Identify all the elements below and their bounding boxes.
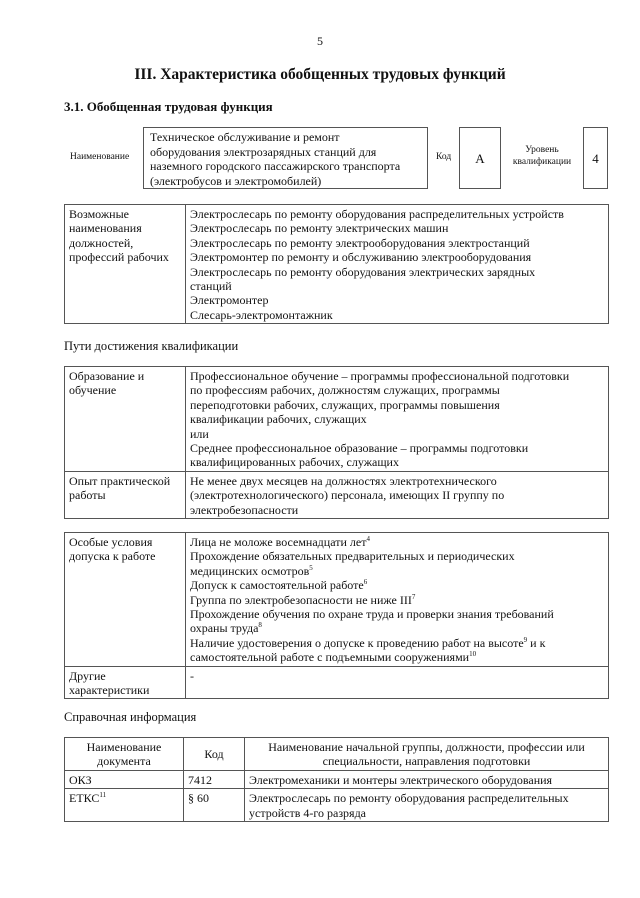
section-title: III. Характеристика обобщенных трудовых функций: [134, 66, 506, 83]
footnote-ref: 5: [309, 563, 313, 572]
ref-doc: [65, 789, 184, 822]
name-line: Электрослесарь по ремонту оборудования распределительных: [249, 791, 569, 806]
label-line: Опыт практической: [69, 473, 171, 488]
condition-line: [190, 593, 604, 607]
function-name-line: наземного городского пассажирского транспорта: [150, 159, 401, 173]
doc-text: ОКЗ: [69, 772, 92, 787]
level-label-line: Уровень: [525, 145, 559, 155]
position-item: Электрослесарь по ремонту оборудования электрических зарядных: [190, 264, 536, 279]
condition-text: Прохождение обязательных предварительных и периодических: [190, 549, 515, 564]
function-name-box: [143, 127, 428, 189]
conditions-text: [186, 533, 609, 667]
name-line: Электромеханики и монтеры электрического оборудования: [249, 772, 553, 787]
text-line: или: [190, 426, 209, 441]
header-line: специальности, направления подготовки: [322, 754, 531, 769]
label-line: характеристики: [69, 683, 150, 698]
ref-doc: [65, 770, 184, 788]
ref-code: 7412: [184, 770, 245, 788]
level-label: [505, 144, 579, 168]
ref-name: [245, 789, 609, 822]
condition-text: охраны труда: [190, 621, 259, 636]
experience-label: [65, 471, 186, 518]
condition-text: Прохождение обучения по охране труда и проверки знания требований: [190, 607, 554, 622]
label-line: обучение: [69, 383, 117, 398]
text-line: переподготовки рабочих, служащих, программы повышения: [190, 397, 500, 412]
reference-heading: Справочная информация: [64, 710, 197, 724]
label-line: профессий рабочих: [69, 250, 169, 265]
positions-label: [65, 205, 186, 324]
page-number: 5: [317, 34, 323, 48]
ref-header-code: Код: [184, 738, 245, 771]
footnote-ref: 9: [523, 635, 528, 644]
text-line: Среднее профессиональное образование – программы подготовки: [190, 441, 529, 456]
text-line: по профессиям рабочих, должностям служащих, программы: [190, 383, 500, 398]
position-item: Электромонтер: [190, 293, 269, 308]
ref-code: § 60: [184, 789, 245, 822]
doc-text: ЕТКС: [69, 791, 100, 806]
label-line: допуска к работе: [69, 549, 156, 564]
condition-text: медицинских осмотров: [190, 563, 310, 578]
experience-text: [186, 471, 609, 518]
text-line: Не менее двух месяцев на должностях электротехнического: [190, 473, 497, 488]
education-table: [64, 366, 609, 519]
education-label: [65, 367, 186, 472]
conditions-label: [65, 533, 186, 667]
footnote-ref: 8: [258, 621, 262, 630]
label-line: наименования: [69, 221, 142, 236]
condition-line: [190, 607, 604, 621]
other-label: [65, 666, 186, 699]
function-name-line: Техническое обслуживание и ремонт: [150, 130, 340, 144]
condition-line: [190, 636, 604, 650]
header-line: Наименование: [86, 740, 162, 754]
other-value: -: [186, 666, 609, 699]
condition-text: Лица не моложе восемнадцати лет: [190, 535, 367, 549]
label-line: Образование и: [69, 369, 145, 383]
footnote-ref: 11: [99, 791, 107, 800]
ref-header-document: [65, 738, 184, 771]
code-value: А: [459, 127, 501, 189]
paths-heading: Пути достижения квалификации: [64, 339, 239, 353]
condition-text: Группа по электробезопасности не ниже III: [190, 592, 412, 607]
condition-text: самостоятельной работе с подъемными сооружениями: [190, 650, 470, 665]
table-row: [65, 770, 609, 788]
condition-text: и к: [527, 635, 546, 650]
footnote-ref: 7: [411, 592, 416, 601]
text-line: квалифицированных рабочих, служащих: [190, 455, 399, 470]
condition-line: [190, 578, 604, 592]
text-line: Профессиональное обучение – программы профессиональной подготовки: [190, 369, 570, 383]
text-line: электробезопасности: [190, 502, 299, 517]
positions-list: [186, 205, 609, 324]
education-text: [186, 367, 609, 472]
condition-line: [190, 535, 604, 549]
name-label: Наименование: [70, 152, 130, 162]
label-line: Особые условия: [69, 535, 153, 549]
position-item: станций: [190, 279, 232, 294]
condition-text: Наличие удостоверения о допуске к проведению работ на высоте: [190, 635, 524, 650]
reference-table: [64, 737, 609, 822]
footnote-ref: 10: [469, 650, 477, 659]
conditions-table: [64, 532, 609, 699]
position-item: Электрослесарь по ремонту оборудования распределительных устройств: [190, 207, 564, 221]
level-value: 4: [583, 127, 608, 189]
position-item: Слесарь-электромонтажник: [190, 307, 333, 322]
footnote-ref: 6: [363, 578, 368, 587]
condition-line: [190, 650, 604, 664]
condition-line: [190, 564, 604, 578]
positions-table: [64, 204, 609, 324]
label-line: работы: [69, 488, 106, 503]
condition-line: [190, 621, 604, 635]
label-line: Возможные: [69, 207, 129, 221]
position-item: Электромонтер по ремонту и обслуживанию электрооборудования: [190, 250, 532, 265]
position-item: Электрослесарь по ремонту электрических машин: [190, 221, 449, 236]
subsection-title: 3.1. Обобщенная трудовая функция: [64, 99, 273, 114]
function-name-line: (электробусов и электромобилей): [150, 173, 322, 188]
condition-text: Допуск к самостоятельной работе: [190, 578, 364, 593]
header-line: Наименование начальной группы, должности, профессии или: [268, 740, 585, 754]
header-line: документа: [97, 754, 151, 769]
code-label: Код: [436, 152, 452, 162]
ref-header-name: [245, 738, 609, 771]
footnote-ref: 4: [366, 535, 370, 543]
name-line: устройств 4-го разряда: [249, 805, 367, 820]
table-row: [65, 789, 609, 822]
position-item: Электрослесарь по ремонту электрооборудования электростанций: [190, 235, 530, 250]
condition-line: [190, 549, 604, 563]
label-line: должностей,: [69, 235, 134, 250]
ref-name: [245, 770, 609, 788]
function-name-line: оборудования электрозарядных станций для: [150, 144, 377, 159]
text-line: (электротехнологического) персонала, имеющих II группу по: [190, 488, 505, 503]
level-label-line: квалификации: [512, 157, 572, 167]
label-line: Другие: [69, 668, 106, 683]
text-line: квалификации рабочих, служащих: [190, 412, 367, 427]
